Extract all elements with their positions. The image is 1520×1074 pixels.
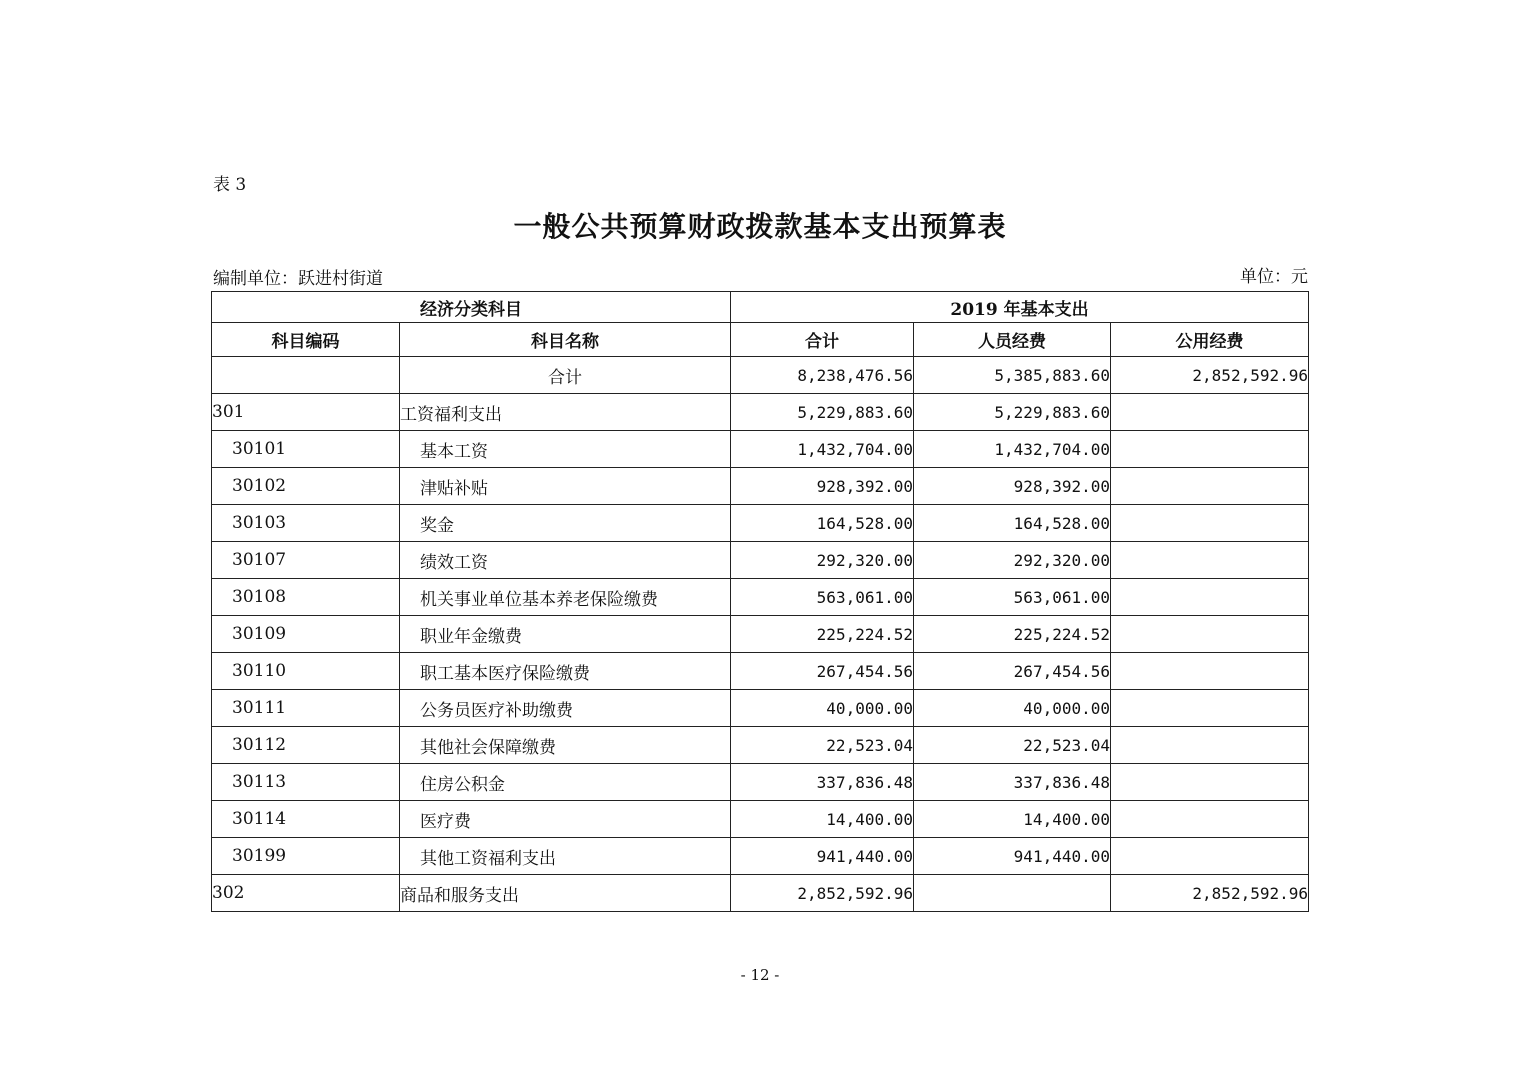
cell-name: 医疗费 [400,801,731,838]
cell-name: 职业年金缴费 [400,616,731,653]
cell-public: 2,852,592.96 [1111,357,1309,394]
cell-personnel: 225,224.52 [914,616,1111,653]
cell-personnel: 5,229,883.60 [914,394,1111,431]
table-row [212,653,1309,690]
cell-public [1111,431,1309,468]
cell-personnel: 164,528.00 [914,505,1111,542]
cell-code: 301 [212,394,400,431]
table-row [212,542,1309,579]
cell-total: 928,392.00 [731,468,914,505]
table-row [212,616,1309,653]
cell-personnel: 1,432,704.00 [914,431,1111,468]
cell-total: 8,238,476.56 [731,357,914,394]
unit-label: 单位：元 [1240,267,1308,287]
cell-public [1111,838,1309,875]
cell-code: 30108 [212,579,400,616]
cell-name: 基本工资 [400,431,731,468]
cell-total: 337,836.48 [731,764,914,801]
cell-personnel: 5,385,883.60 [914,357,1111,394]
cell-name: 工资福利支出 [400,394,731,431]
cell-personnel: 563,061.00 [914,579,1111,616]
cell-code: 30107 [212,542,400,579]
page-title: 一般公共预算财政拨款基本支出预算表 [513,210,1007,243]
header-name: 科目名称 [400,323,731,357]
cell-public [1111,394,1309,431]
table-label: 表 3 [213,175,247,195]
cell-code: 30109 [212,616,400,653]
table-row [212,468,1309,505]
table-row [212,505,1309,542]
cell-code: 302 [212,875,400,912]
cell-name: 绩效工资 [400,542,731,579]
cell-public [1111,690,1309,727]
cell-personnel: 337,836.48 [914,764,1111,801]
header-basic-expenditure: 2019 年基本支出 [731,292,1309,323]
table-row [212,579,1309,616]
page-number: - 12 - [740,966,780,984]
cell-code: 30102 [212,468,400,505]
cell-total: 164,528.00 [731,505,914,542]
table-row [212,690,1309,727]
cell-total: 1,432,704.00 [731,431,914,468]
cell-public [1111,764,1309,801]
cell-name: 商品和服务支出 [400,875,731,912]
cell-personnel [914,875,1111,912]
cell-name: 住房公积金 [400,764,731,801]
table-row [212,431,1309,468]
cell-code: 30112 [212,727,400,764]
cell-code [212,357,400,394]
budget-table [211,291,1309,912]
cell-code: 30113 [212,764,400,801]
cell-name: 机关事业单位基本养老保险缴费 [400,579,731,616]
cell-total: 292,320.00 [731,542,914,579]
cell-name: 合计 [400,357,731,394]
cell-code: 30110 [212,653,400,690]
cell-public [1111,505,1309,542]
cell-personnel: 40,000.00 [914,690,1111,727]
cell-total: 2,852,592.96 [731,875,914,912]
org-label: 编制单位：跃进村街道 [213,269,383,289]
table-row [212,801,1309,838]
cell-public [1111,579,1309,616]
table-row [212,727,1309,764]
cell-total: 225,224.52 [731,616,914,653]
cell-public [1111,801,1309,838]
table-row [212,357,1309,394]
cell-code: 30114 [212,801,400,838]
cell-name: 其他社会保障缴费 [400,727,731,764]
cell-total: 5,229,883.60 [731,394,914,431]
cell-name: 其他工资福利支出 [400,838,731,875]
table-row [212,764,1309,801]
cell-public [1111,616,1309,653]
cell-personnel: 22,523.04 [914,727,1111,764]
header-total: 合计 [731,323,914,357]
cell-code: 30101 [212,431,400,468]
cell-total: 941,440.00 [731,838,914,875]
cell-public [1111,653,1309,690]
cell-code: 30111 [212,690,400,727]
cell-public: 2,852,592.96 [1111,875,1309,912]
cell-personnel: 14,400.00 [914,801,1111,838]
cell-total: 22,523.04 [731,727,914,764]
cell-personnel: 941,440.00 [914,838,1111,875]
header-personnel: 人员经费 [914,323,1111,357]
cell-personnel: 928,392.00 [914,468,1111,505]
cell-personnel: 267,454.56 [914,653,1111,690]
cell-code: 30199 [212,838,400,875]
cell-name: 职工基本医疗保险缴费 [400,653,731,690]
cell-total: 40,000.00 [731,690,914,727]
cell-public [1111,468,1309,505]
header-public: 公用经费 [1111,323,1309,357]
cell-total: 563,061.00 [731,579,914,616]
cell-public [1111,542,1309,579]
cell-name: 奖金 [400,505,731,542]
table-row [212,875,1309,912]
header-econ-category: 经济分类科目 [212,292,731,323]
cell-public [1111,727,1309,764]
table-row [212,394,1309,431]
cell-total: 267,454.56 [731,653,914,690]
table-row [212,838,1309,875]
cell-total: 14,400.00 [731,801,914,838]
header-code: 科目编码 [212,323,400,357]
cell-name: 津贴补贴 [400,468,731,505]
cell-code: 30103 [212,505,400,542]
table-body [212,357,1309,912]
cell-personnel: 292,320.00 [914,542,1111,579]
cell-name: 公务员医疗补助缴费 [400,690,731,727]
